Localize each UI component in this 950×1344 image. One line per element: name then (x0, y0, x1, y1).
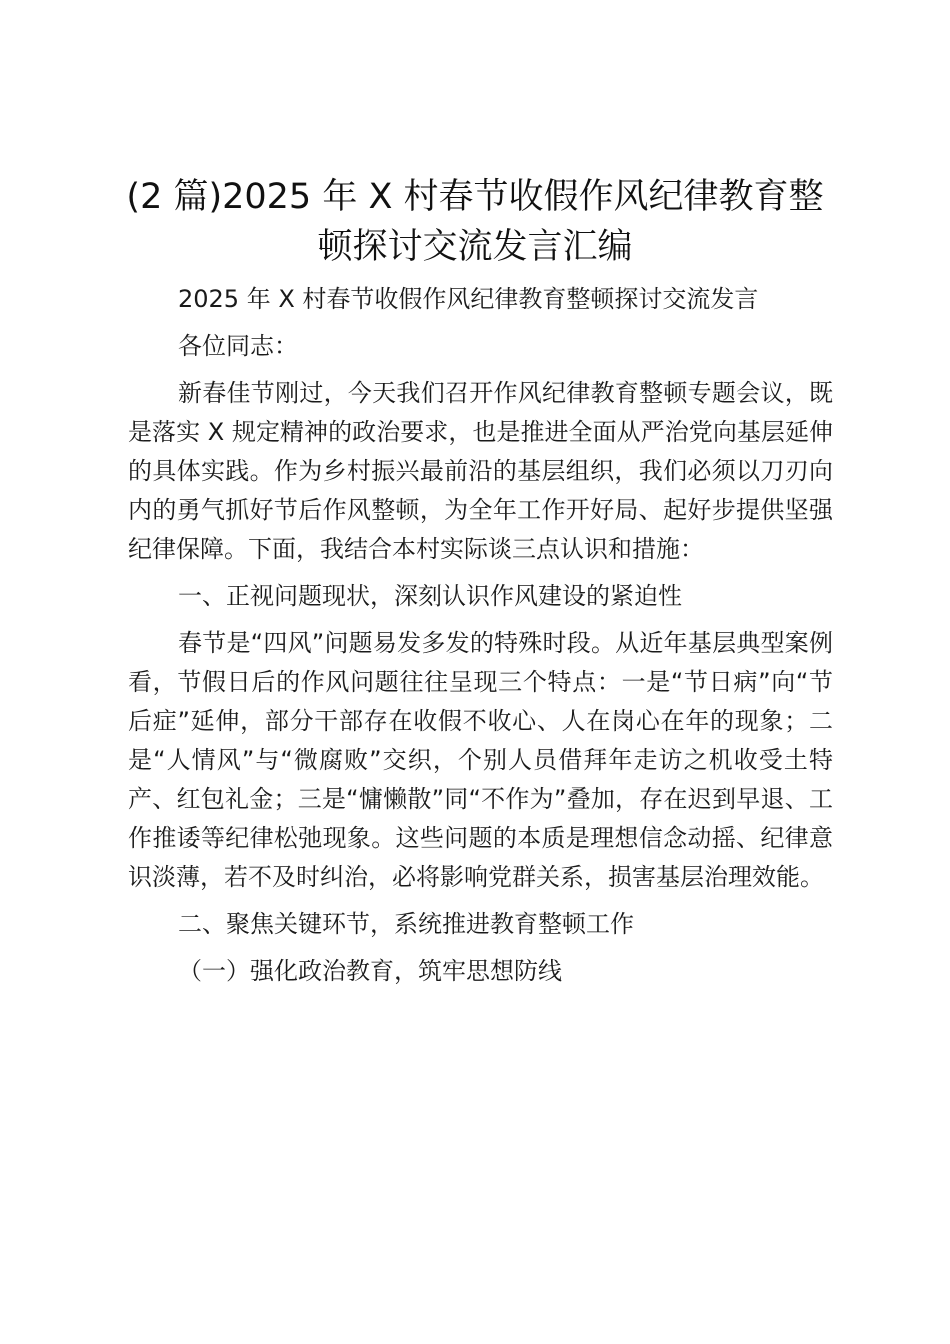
document-body (128, 280, 833, 999)
section-1-paragraph: 春节是“四风”问题易发多发的特殊时段。从近年基层典型案例看，节假日后的作风问题往往呈现三个特点：一是“节日病”向“节后症”延伸，部分干部存在收假不收心、人在岗心在年的现象；二是“人情风”与“微腐败”交织，个别人员借拜年走访之机收受土特产、红包礼金；三是“慵懒散”同“不作为”叠加，存在迟到早退、工作推诿等纪律松弛现象。这些问题的本质是理想信念动摇、纪律意识淡薄，若不及时纠治，必将影响党群关系，损害基层治理效能。 (128, 629, 833, 891)
section-heading-2: 二、聚焦关键环节，系统推进教育整顿工作 (178, 910, 634, 938)
section-heading-1: 一、正视问题现状，深刻认识作风建设的紧迫性 (178, 582, 682, 610)
subtitle-line: 2025 年 X 村春节收假作风纪律教育整顿探讨交流发言 (178, 285, 759, 313)
salutation: 各位同志： (178, 332, 298, 360)
subsection-heading-1: （一）强化政治教育，筑牢思想防线 (178, 957, 562, 985)
document-title: (2 篇)2025 年 X 村春节收假作风纪律教育整顿探讨交流发言汇编 (126, 177, 824, 267)
intro-paragraph: 新春佳节刚过，今天我们召开作风纪律教育整顿专题会议，既是落实 X 规定精神的政治要求，也是推进全面从严治党向基层延伸的具体实践。作为乡村振兴最前沿的基层组织，我们必须以刀刃向内的勇气抓好节后作风整顿，为全年工作开好局、起好步提供坚强纪律保障。下面，我结合本村实际谈三点认识和措施： (128, 379, 833, 563)
